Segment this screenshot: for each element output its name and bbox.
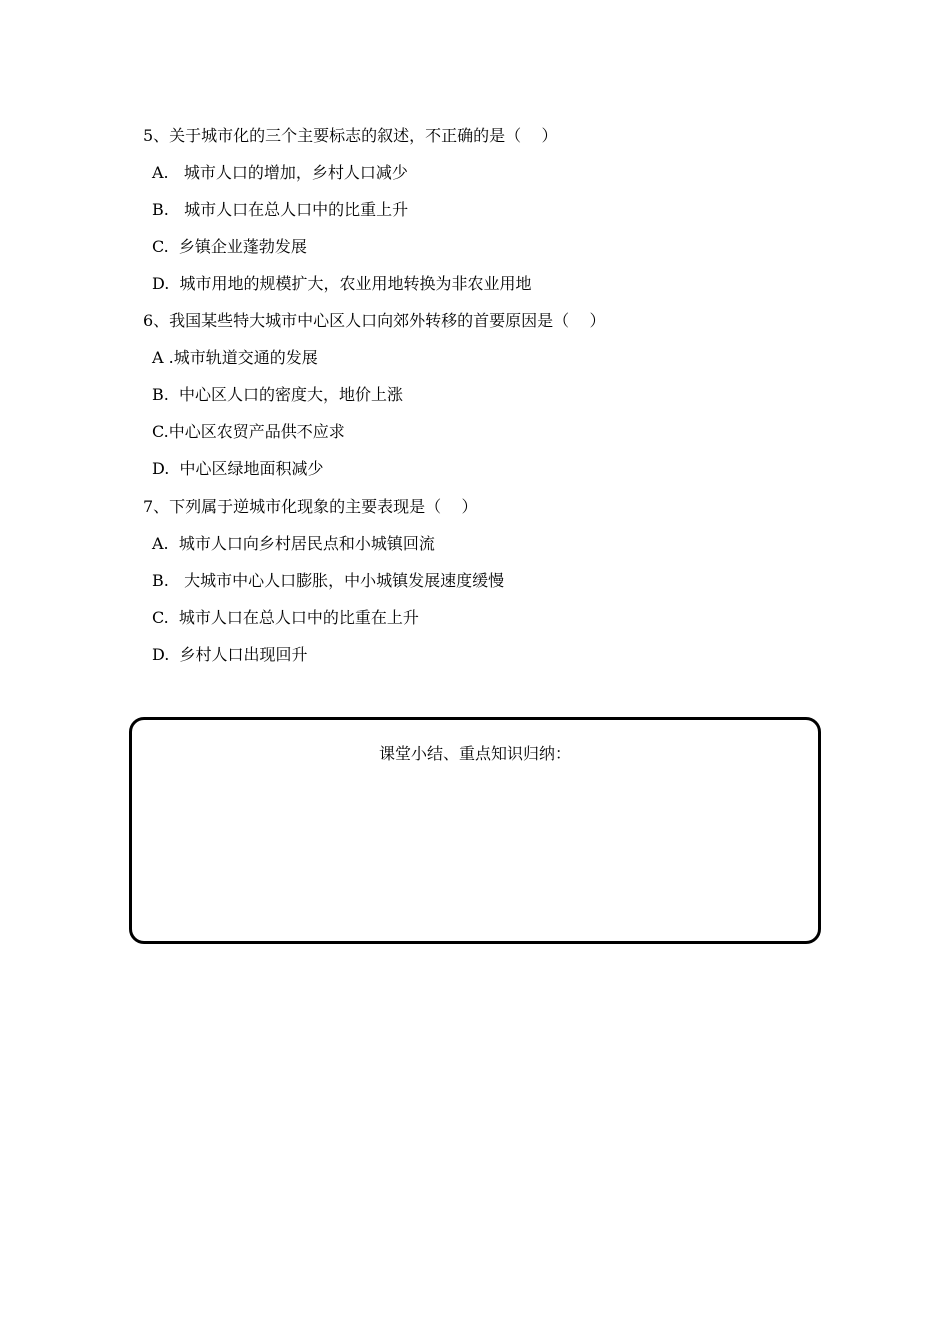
question-6-option-b: B. 中心区人口的密度大，地价上涨 — [152, 385, 404, 404]
question-7-stem: 7、下列属于逆城市化现象的主要表现是（ ） — [143, 497, 478, 516]
summary-title: 课堂小结、重点知识归纳： — [378, 744, 571, 763]
question-5-option-a: A. 城市人口的增加，乡村人口减少 — [152, 163, 408, 182]
question-6-option-c: C.中心区农贸产品供不应求 — [152, 422, 345, 441]
question-5-option-c: C. 乡镇企业蓬勃发展 — [152, 237, 307, 256]
question-6-option-d: D. 中心区绿地面积减少 — [152, 459, 324, 478]
question-6-option-a: A .城市轨道交通的发展 — [152, 348, 318, 367]
question-5-option-d: D. 城市用地的规模扩大，农业用地转换为非农业用地 — [152, 274, 532, 293]
question-6-stem: 6、我国某些特大城市中心区人口向郊外转移的首要原因是（ ） — [143, 311, 606, 330]
question-7-option-a: A. 城市人口向乡村居民点和小城镇回流 — [152, 534, 435, 553]
question-7-option-b: B. 大城市中心人口膨胀，中小城镇发展速度缓慢 — [152, 571, 505, 590]
summary-box — [129, 717, 821, 944]
question-5-option-b: B. 城市人口在总人口中的比重上升 — [152, 200, 409, 219]
question-7-option-c: C. 城市人口在总人口中的比重在上升 — [152, 608, 419, 627]
question-5-stem: 5、关于城市化的三个主要标志的叙述，不正确的是（ ） — [143, 126, 558, 145]
question-7-option-d: D. 乡村人口出现回升 — [152, 645, 308, 664]
